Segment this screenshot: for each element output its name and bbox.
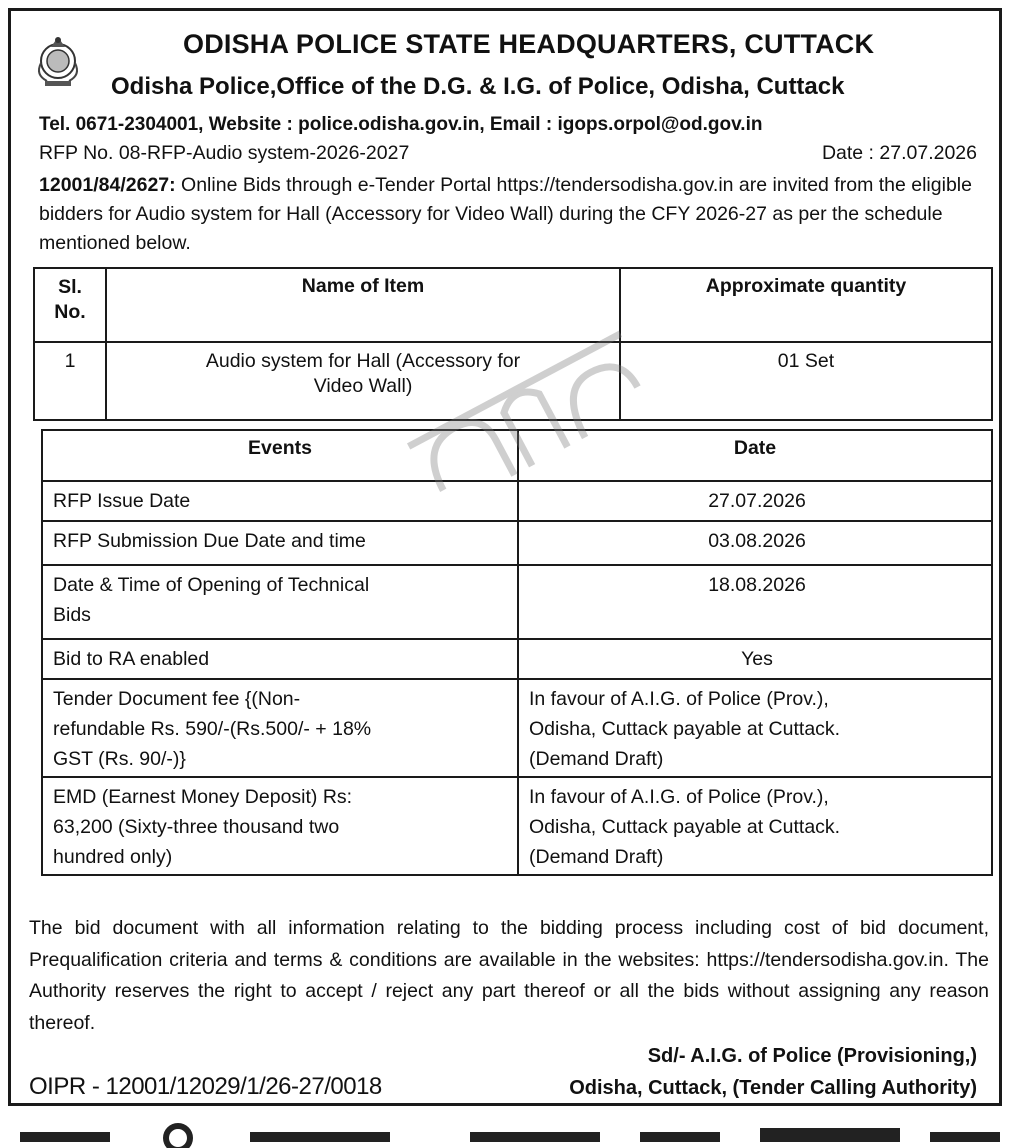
notice-title: ODISHA POLICE STATE HEADQUARTERS, CUTTACK [183, 29, 875, 59]
office-line: Odisha Police,Office of the D.G. & I.G. of Police, Odisha, Cuttack [111, 73, 845, 100]
signature-line-2: Odisha, Cuttack, (Tender Calling Authority) [569, 1077, 977, 1099]
header-quantity: Approximate quantity [620, 268, 992, 342]
header-events: Events [42, 430, 518, 481]
item-table-header [34, 268, 992, 342]
header-date: Date [518, 430, 992, 481]
event-date: 03.08.2026 [518, 521, 992, 565]
event-name: RFP Issue Date [42, 481, 518, 521]
rfp-number: RFP No. 08-RFP-Audio system-2026-2027 [39, 142, 410, 164]
item-table [33, 267, 993, 421]
table-row [42, 565, 992, 639]
event-name: RFP Submission Due Date and time [42, 521, 518, 565]
event-date: In favour of A.I.G. of Police (Prov.), Odisha, Cuttack payable at Cuttack. (Demand Draft) [518, 777, 992, 875]
event-name: EMD (Earnest Money Deposit) Rs: 63,200 (Sixty-three thousand two hundred only) [42, 777, 518, 875]
table-row [34, 342, 992, 420]
header-item-name: Name of Item [106, 268, 620, 342]
table-row [42, 639, 992, 679]
table-row [42, 679, 992, 777]
table-row [42, 777, 992, 875]
tender-notice [8, 8, 1002, 1106]
events-table-header [42, 430, 992, 481]
signature-line-1: Sd/- A.I.G. of Police (Provisioning,) [647, 1045, 977, 1067]
cell-item-name: Audio system for Hall (Accessory for Video Wall) [106, 342, 620, 420]
event-date: Yes [518, 639, 992, 679]
cell-quantity: 01 Set [620, 342, 992, 420]
odisha-police-emblem-icon [29, 31, 87, 89]
event-date: 27.07.2026 [518, 481, 992, 521]
event-name: Date & Time of Opening of Technical Bids [42, 565, 518, 639]
oipr-number: OIPR - 12001/12029/1/26-27/0018 [29, 1073, 382, 1100]
footer-paragraph: The bid document with all information relating to the bidding process including cost of bid document, Prequalification criteria and terms & conditions are available in the websites: https://tendersodisha.gov.in. The Authority reserves the right to accept / reject any part thereof or all the bids without assigning any reason thereof. [29, 917, 989, 1034]
event-name: Tender Document fee {(Non- refundable Rs. 590/-(Rs.500/- + 18% GST (Rs. 90/-)} [42, 679, 518, 777]
intro-paragraph [39, 171, 989, 258]
contact-line: Tel. 0671-2304001, Website : police.odisha.gov.in, Email : igops.orpol@od.gov.in [39, 114, 763, 135]
table-row [42, 481, 992, 521]
intro-text: Online Bids through e-Tender Portal https://tendersodisha.gov.in are invited from the eligible bidders for Audio system for Hall (Accessory for Video Wall) during the CFY 2026-27 as per the schedule mentioned below. [39, 174, 972, 254]
event-name: Bid to RA enabled [42, 639, 518, 679]
event-date: 18.08.2026 [518, 565, 992, 639]
table-row [42, 521, 992, 565]
header-sl-no: Sl. No. [34, 268, 106, 342]
reference-number: 12001/84/2627: [39, 174, 176, 196]
cell-sl-no: 1 [34, 342, 106, 420]
event-date: In favour of A.I.G. of Police (Prov.), Odisha, Cuttack payable at Cuttack. (Demand Draft) [518, 679, 992, 777]
cut-off-text-strip [0, 1118, 1012, 1148]
notice-date: Date : 27.07.2026 [821, 142, 977, 164]
events-table [41, 429, 993, 876]
